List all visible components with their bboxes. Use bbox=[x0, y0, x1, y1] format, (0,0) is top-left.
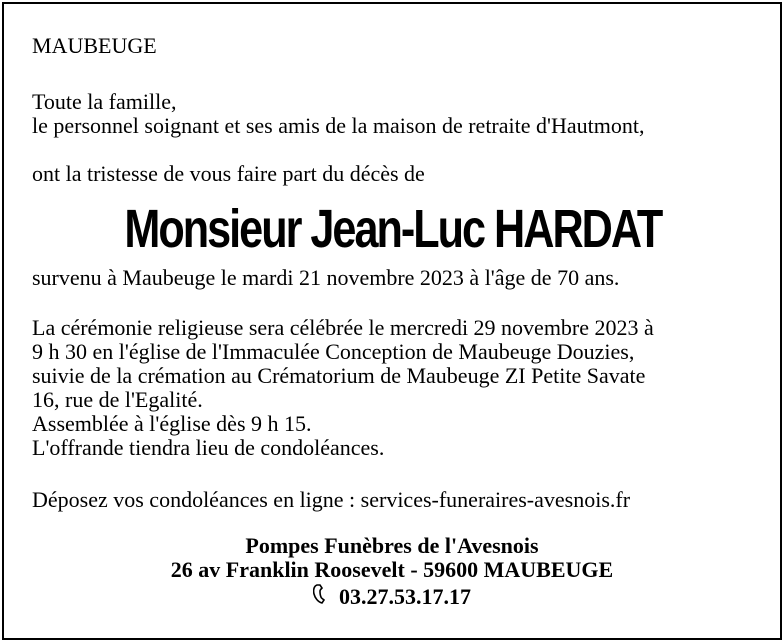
ceremony-line: 16, rue de l'Egalité. bbox=[32, 387, 203, 412]
intro-line-3: ont la tristesse de vous faire part du décès de bbox=[32, 161, 425, 186]
condolences-link-text: Déposez vos condoléances en ligne : services-funeraires-avesnois.fr bbox=[32, 487, 631, 512]
intro-line-1: Toute la famille, bbox=[32, 89, 177, 114]
ceremony-line: suivie de la crémation au Crématorium de Maubeuge ZI Petite Savate bbox=[32, 363, 646, 388]
deceased-name: Monsieur Jean-Luc HARDAT bbox=[124, 199, 662, 259]
funeral-home-name: Pompes Funèbres de l'Avesnois bbox=[245, 533, 539, 558]
city-heading: MAUBEUGE bbox=[32, 33, 157, 58]
funeral-home-address: 26 av Franklin Roosevelt - 59600 MAUBEUGE bbox=[170, 557, 614, 582]
ceremony-line: L'offrande tiendra lieu de condoléances. bbox=[32, 435, 385, 460]
ceremony-line: 9 h 30 en l'église de l'Immaculée Conception de Maubeuge Douzies, bbox=[32, 339, 635, 364]
ceremony-line: La cérémonie religieuse sera célébrée le mercredi 29 novembre 2023 à bbox=[32, 315, 654, 340]
phone-number: 03.27.53.17.17 bbox=[339, 584, 471, 609]
ceremony-line: Assemblée à l'église dès 9 h 15. bbox=[32, 411, 312, 436]
funeral-home-phone-row bbox=[0, 584, 784, 609]
phone-icon bbox=[313, 584, 329, 609]
death-info: survenu à Maubeuge le mardi 21 novembre 2023 à l'âge de 70 ans. bbox=[32, 265, 620, 290]
intro-line-2: le personnel soignant et ses amis de la maison de retraite d'Hautmont, bbox=[32, 113, 645, 138]
